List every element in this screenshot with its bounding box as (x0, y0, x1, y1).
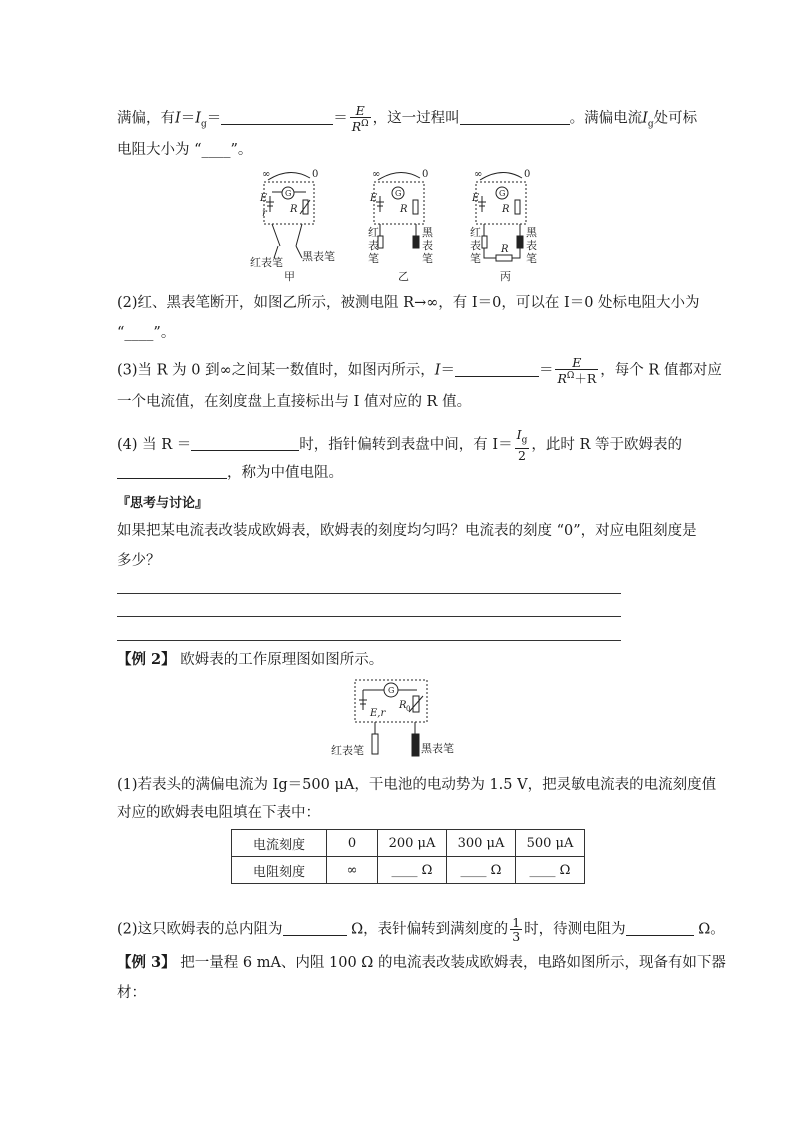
q2-frac-den: 3 (512, 929, 521, 944)
think-line-1: 如果把某电流表改装成欧姆表，欧姆表的刻度均匀吗？电流表的刻度 “0”，对应电阻刻度是 (117, 523, 697, 539)
p3-frac-sup: Ω (566, 371, 575, 381)
rx-label-bing: R (502, 204, 510, 215)
p1-eq1: ＝ (180, 110, 196, 127)
q2-text-d: Ω。 (693, 921, 725, 938)
frac-den: R (351, 119, 362, 135)
red-v-yi-2: 表 (368, 239, 379, 252)
p1-fraction (350, 104, 371, 133)
p2b-line: “____”。 (117, 325, 176, 341)
red-v-yi-3: 笔 (368, 252, 379, 265)
g-label-bing: G (499, 189, 506, 198)
r-label-bing: R (501, 244, 509, 255)
p1-var-ig: I (195, 110, 201, 127)
p4-frac-num: I (516, 427, 522, 442)
black-pen-label-jia: 黑表笔 (302, 250, 335, 263)
q2-fraction (510, 916, 522, 943)
p3-eq2: ＝ (538, 362, 554, 379)
p4b-text: ，称为中值电阻。 (227, 465, 343, 481)
table-cell-blank[interactable]: ____ Ω (447, 857, 516, 884)
table-cell: 电流刻度 (232, 830, 327, 857)
p4-blank-2[interactable] (117, 464, 227, 479)
p3-text-e: ，每个 R 值都对应 (600, 362, 722, 379)
p3-line (117, 356, 722, 385)
black-v-bing-1: 黑 (526, 226, 537, 239)
table-cell: ∞ (327, 857, 378, 884)
table-cell: 电阻刻度 (232, 857, 327, 884)
p1-eq2: ＝ (206, 110, 222, 127)
black-v-yi-2: 表 (422, 239, 433, 252)
q1-line-a: (1)若表头的满偏电流为 Ig＝500 μA，干电池的电动势为 1.5 V，把灵敏电流表的电流刻度值 (117, 777, 717, 793)
p1-text-i: ，这一过程叫 (372, 110, 460, 127)
p1-blank-2[interactable] (460, 110, 570, 125)
q2-text-a: (2)这只欧姆表的总内阻为 (117, 921, 283, 938)
black-v-yi-1: 黑 (422, 226, 433, 239)
p1-var-i: I (175, 110, 181, 127)
p1-blank-1[interactable] (221, 110, 333, 125)
q2-text-b: Ω，表针偏转到满刻度的 (346, 921, 509, 938)
ex2-line (117, 650, 383, 670)
ex3-line-2: 材： (117, 985, 146, 1001)
table-cell: 200 μA (378, 830, 447, 857)
zero-label-jia: 0 (312, 169, 319, 180)
figure-circuits-1 (250, 166, 550, 286)
p1-eq3: ＝ (333, 110, 348, 127)
p3-eq1: ＝ (440, 362, 455, 379)
q2-text-c: 时，待测电阻为 (524, 921, 626, 938)
caption-yi: 乙 (398, 270, 409, 283)
p3-frac-num: E (555, 356, 598, 370)
red-v-bing-3: 笔 (470, 252, 481, 265)
ohm-er-label: E,r (370, 708, 386, 719)
red-v-yi-1: 红 (368, 226, 379, 239)
p3-frac-plus: ＋R (574, 371, 597, 387)
ohm-table (231, 829, 585, 884)
q2-line (117, 916, 725, 943)
table-row (232, 830, 585, 857)
p2-line: (2)红、黑表笔断开，如图乙所示，被测电阻 R→∞，有 I＝0，可以在 I＝0 处标电阻大小为 (117, 295, 700, 311)
red-pen-label-jia: 红表笔 (250, 256, 283, 269)
figure-ohmmeter (325, 676, 475, 762)
think-title: 『思考与讨论』 (117, 496, 209, 511)
inf-label-yi: ∞ (372, 169, 381, 180)
p3-var-i: I (434, 362, 441, 379)
caption-bing: 丙 (500, 270, 511, 283)
ohm-r0-sub: 0 (406, 705, 411, 713)
inf-label-bing: ∞ (474, 169, 483, 180)
p4-text-b: 时，指针偏转到表盘中间，有 I＝ (299, 436, 513, 453)
frac-den-sup: Ω (361, 119, 369, 129)
p1-var-ig2: I (642, 110, 648, 127)
q2-blank-2[interactable] (626, 921, 694, 936)
p4-frac-den: 2 (518, 447, 526, 463)
p4-text-a: (4) 当 R ＝ (117, 436, 192, 453)
ex3-tag: 【例 3】 (117, 954, 176, 971)
g-label-jia: G (285, 189, 292, 198)
table-cell-blank[interactable]: ____ Ω (516, 857, 585, 884)
ex2-text: 欧姆表的工作原理图如图所示。 (180, 652, 384, 668)
q1-line-b: 对应的欧姆表电阻填在下表中： (117, 805, 320, 821)
inf-label-jia: ∞ (262, 169, 271, 180)
p1-sub-g: g (200, 119, 207, 130)
ex3-line (117, 953, 726, 973)
answer-line-1 (117, 593, 621, 594)
p4-blank-1[interactable] (191, 436, 299, 451)
e-label-yi: E (370, 193, 378, 204)
p1-line (117, 104, 697, 134)
ohm-red-pen: 红表笔 (331, 744, 364, 757)
p3-frac-den: R (557, 371, 567, 387)
p4-text-c: ，此时 R 等于欧姆表的 (531, 436, 682, 453)
rx-label-yi: R (400, 204, 408, 215)
table-cell: 500 μA (516, 830, 585, 857)
p3-blank[interactable] (455, 362, 539, 377)
answer-line-2 (117, 616, 621, 617)
e-label-bing: E (472, 193, 480, 204)
p1-sub-g2: g (647, 119, 654, 130)
e-label-jia: E (260, 193, 268, 204)
p4-frac-sub: g (521, 435, 528, 446)
zero-label-bing: 0 (524, 169, 531, 180)
dial-arc-jia (268, 172, 310, 180)
q2-blank-1[interactable] (283, 921, 347, 936)
table-cell-blank[interactable]: ____ Ω (378, 857, 447, 884)
r-label-jia: r (262, 208, 267, 219)
ohm-black-pen: 黑表笔 (421, 742, 454, 755)
ohm-g-label: G (388, 686, 395, 695)
ohm-r0-label: R (399, 700, 407, 711)
table-cell: 300 μA (447, 830, 516, 857)
black-v-yi-3: 笔 (422, 252, 433, 265)
p1-text-a: 满偏，有 (117, 110, 175, 127)
p4-fraction (515, 428, 530, 462)
resistor-r-bing (496, 255, 512, 261)
caption-jia: 甲 (284, 270, 295, 283)
p4b-line (117, 463, 343, 483)
answer-line-3 (117, 640, 621, 641)
ex3-text: 把一量程 6 mA、内阻 100 Ω 的电流表改装成欧姆表，电路如图所示，现备有如下器 (180, 955, 726, 971)
g-label-yi: G (395, 189, 402, 198)
q2-frac-num: 1 (512, 915, 521, 930)
black-v-bing-3: 笔 (526, 252, 537, 265)
p4-line (117, 428, 682, 462)
table-row (232, 857, 585, 884)
red-v-bing-1: 红 (470, 226, 481, 239)
table-cell: 0 (327, 830, 378, 857)
black-v-bing-2: 表 (526, 239, 537, 252)
red-v-bing-2: 表 (470, 239, 481, 252)
p3-text-a: (3)当 R 为 0 到∞之间某一数值时，如图丙所示， (117, 362, 435, 379)
ex2-tag: 【例 2】 (117, 651, 176, 668)
p3b-line: 一个电流值，在刻度盘上直接标出与 I 值对应的 R 值。 (117, 394, 472, 410)
frac-num: E (350, 104, 371, 118)
p1-text-m: 处可标 (653, 110, 698, 127)
think-line-2: 多少？ (117, 553, 161, 569)
p1-text-j: 。满偏电流 (569, 110, 643, 127)
rx-label-jia: R (290, 204, 298, 215)
zero-label-yi: 0 (422, 169, 429, 180)
p1b-line: 电阻大小为 “____”。 (117, 142, 253, 158)
p3-fraction (555, 356, 598, 385)
